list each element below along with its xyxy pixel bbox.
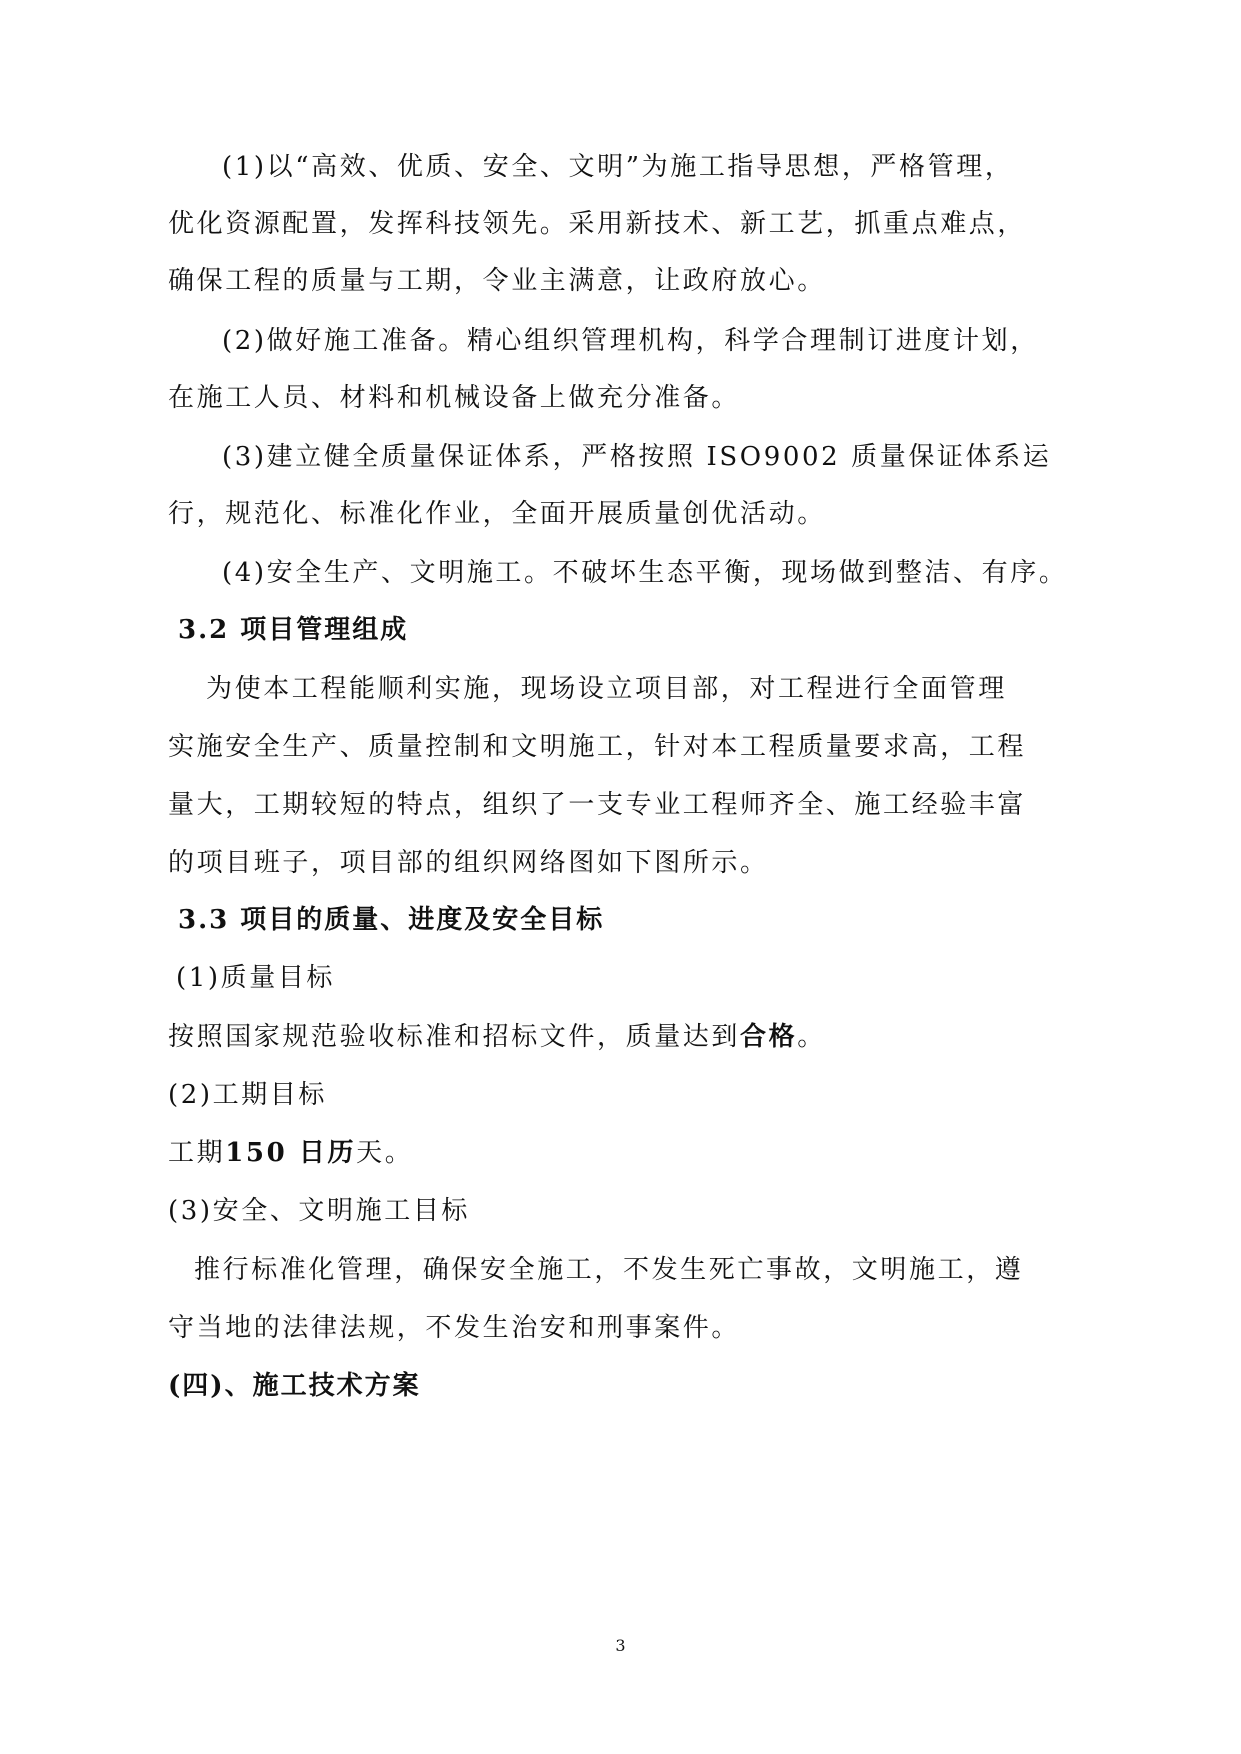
- quality-target-text: [168, 1020, 826, 1054]
- para-5-line-3: 量大，工期较短的特点，组织了一支专业工程师齐全、施工经验丰富: [168, 790, 1027, 820]
- para-4-line-1: (4)安全生产、文明施工。不破坏生态平衡，现场做到整洁、有序。: [222, 558, 1068, 588]
- para-5-line-4: 的项目班子，项目部的组织网络图如下图所示。: [168, 848, 769, 878]
- page-number: 3: [615, 1636, 626, 1655]
- para-5-line-2: 实施安全生产、质量控制和文明施工，针对本工程质量要求高，工程: [168, 732, 1027, 762]
- para-2-line-2: 在施工人员、材料和机械设备上做充分准备。: [168, 383, 741, 413]
- para-1-line-2: 优化资源配置，发挥科技领先。采用新技术、新工艺，抓重点难点，: [168, 209, 1027, 239]
- schedule-target-text-main: 工期: [168, 1138, 226, 1168]
- chapter-heading-4: (四)、施工技术方案: [168, 1371, 421, 1401]
- para-1-line-3: 确保工程的质量与工期，令业主满意，让政府放心。: [168, 266, 826, 296]
- schedule-target-text-end: 天。: [356, 1138, 414, 1168]
- section-heading-3-3: 3.3 项目的质量、进度及安全目标: [178, 905, 605, 935]
- quality-target-text-main: 按照国家规范验收标准和招标文件，质量达到: [168, 1022, 741, 1052]
- para-3-line-1: (3)建立健全质量保证体系，严格按照 ISO9002 质量保证体系运: [222, 442, 1052, 472]
- quality-target-value: 合格: [740, 1022, 798, 1052]
- quality-target-label: (1)质量目标: [176, 963, 336, 993]
- safety-target-label: (3)安全、文明施工目标: [168, 1196, 471, 1226]
- schedule-target-text: [168, 1136, 413, 1170]
- quality-target-text-end: 。: [797, 1022, 826, 1052]
- schedule-target-value: 150 日历: [225, 1138, 357, 1168]
- para-5-line-1: 为使本工程能顺利实施，现场设立项目部，对工程进行全面管理: [206, 674, 1007, 704]
- para-6-line-1: 推行标准化管理，确保安全施工，不发生死亡事故，文明施工，遵: [194, 1255, 1024, 1285]
- para-1-line-1: (1)以“高效、优质、安全、文明”为施工指导思想，严格管理，: [222, 152, 1014, 182]
- section-heading-3-2: 3.2 项目管理组成: [178, 615, 409, 645]
- para-3-line-2: 行，规范化、标准化作业，全面开展质量创优活动。: [168, 499, 826, 529]
- schedule-target-label: (2)工期目标: [168, 1080, 328, 1110]
- para-2-line-1: (2)做好施工准备。精心组织管理机构，科学合理制订进度计划，: [222, 326, 1039, 356]
- para-6-line-2: 守当地的法律法规，不发生治安和刑事案件。: [168, 1313, 741, 1343]
